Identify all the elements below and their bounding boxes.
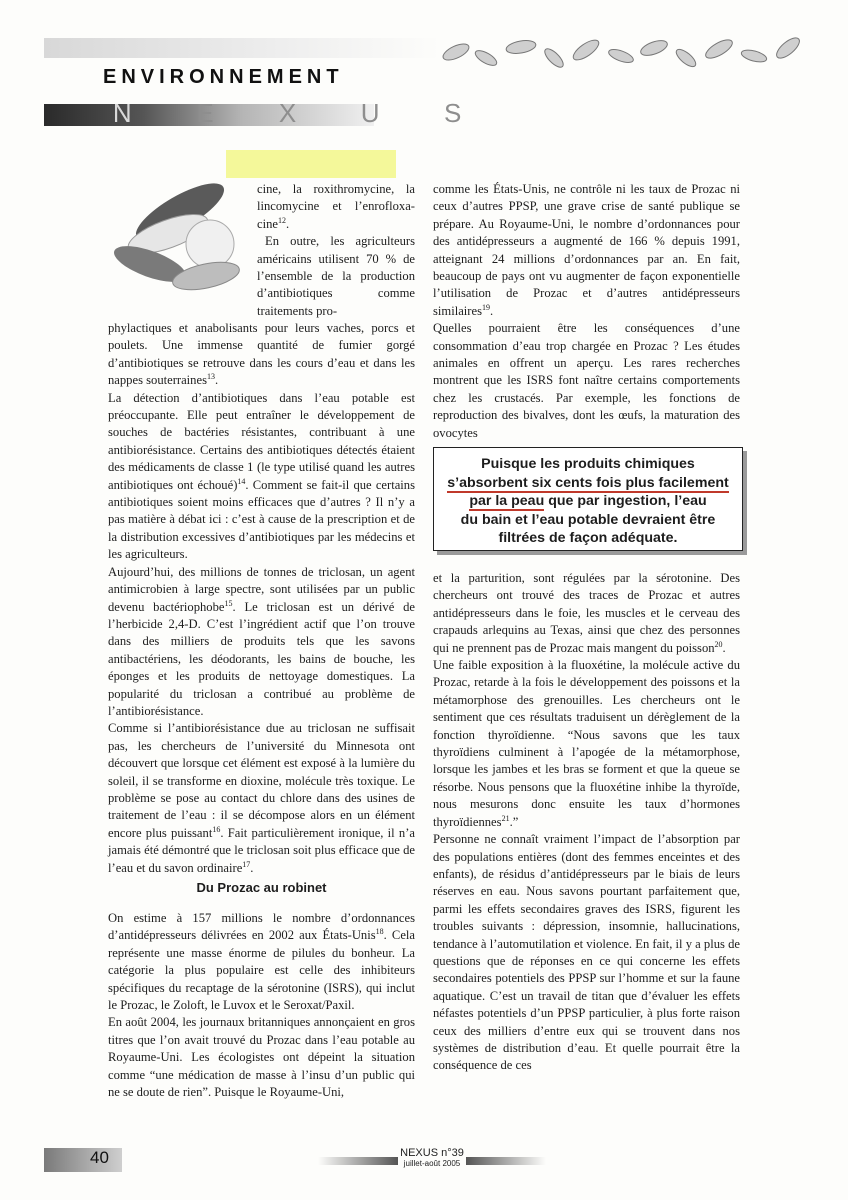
nexus-letters	[44, 98, 494, 130]
highlight-mark	[226, 150, 396, 178]
nexus-letter: X	[278, 98, 297, 128]
pill-decoration-banner	[436, 32, 812, 74]
pills-image	[110, 172, 250, 300]
paragraph: On estime à 157 millions le nombre d’ordonnances d’antidépresseurs délivrées en 2002 aux États-Unis$^{18}$. Cela représente une masse énorme de pilules du bonheur. La catégorie la plus populaire est celle des inhibiteurs spécifiques du recaptage de la sérotonine (ISRS), qui inclut le Prozac, le Zoloft, le Luvox et le Seroxat/Paxil.	[108, 911, 415, 1013]
paragraph: En août 2004, les journaux britanniques annonçaient en gros titres que l’on avait trouvé du Prozac dans l’eau potable au Royaume-Uni. Les écologistes ont dépeint la situation comme “une médication de masse à l’insu d’un public qui ne se doute de rien”. Puisque le Royaume-Uni,	[108, 1015, 415, 1100]
column1-wrap-text	[257, 181, 415, 320]
nexus-letter: U	[360, 98, 380, 128]
paragraph: cine, la roxithromycine, la lincomycine et l’enrofloxa-cine$^{12}$.	[257, 182, 415, 231]
paragraph: Une faible exposition à la fluoxétine, la molécule active du Prozac, retarde à la fois le développement des poissons et la métamorphose des grenouilles. Les chercheurs ont le sentiment que ces résultats traduisent un dérèglement de la fonction thyroïdienne. “Nous savons que les taux thyroïdiens culminent à l’apogée de la métamorphose, lorsque les jambes et les bras se forment et que la queue se résorbe. Nous pensons que la fluoxétine inhibe la thyroïde, nous mesurons donc ensuite les taux d’hormones thyroïdiennes$^{21}$.”	[433, 658, 740, 829]
magazine-footer	[398, 1148, 466, 1169]
pull-quote-line: filtrées de façon adéquate.	[498, 530, 678, 546]
footer-bar-left	[318, 1157, 398, 1165]
paragraph: phylactiques et anabolisants pour leurs vaches, porcs et poulets. Une immense quantité de fumier gorgé d’antibiotiques se retrouve dans les cours d’eau et dans les nappes souterraines$^{13}$.	[108, 321, 415, 388]
underlined-text: s’absorbent six cents fois plus facilement	[447, 474, 729, 491]
footer-bar-right	[466, 1157, 546, 1165]
page-number-bar	[44, 1148, 122, 1172]
section-title: ENVIRONNEMENT	[103, 66, 344, 88]
nexus-letter: S	[444, 98, 462, 128]
header-gray-bar	[44, 38, 440, 58]
pull-quote-line: Puisque les produits chimiques	[481, 456, 695, 472]
nexus-letter: E	[196, 98, 214, 128]
magazine-issue: NEXUS n°39	[400, 1147, 464, 1159]
column2-text-b	[433, 570, 740, 1075]
underlined-text: par la peau	[469, 493, 545, 509]
nexus-letter: N	[112, 98, 132, 128]
paragraph: Quelles pourraient être les conséquences d’une consommation d’eau trop chargée en Prozac ? Les études animales en offrent un aperçu. Les rares recherches montrent que les ISRS font naître certains comportements chez les crustacés. Par exemple, les fonctions de reproduction des bivalves, dont les œufs, la maturation des ovocytes	[433, 321, 740, 440]
page-number: 40	[90, 1148, 109, 1167]
pull-quote-line	[442, 492, 734, 511]
pull-quote-text: que par ingestion, l’eau	[544, 493, 707, 509]
paragraph: Personne ne connaît vraiment l’impact de l’absorption par des populations entières (dont des femmes enceintes et des enfants), de résidus d’antidépresseurs par le biais de leurs réserves en eau. Nous savons pourtant parfaitement que, parmi les effets secondaires graves des ISRS, figurent les troubles suivants : dépression, insomnie, hallucinations, tendance à l’automutilation et violence. En fait, il y a plus de questions que de réponses en ce qui concerne les effets secondaires potentiels des PPSP sur l’homme et sur la faune aquatique. C’est un travail de titan que d’évaluer les effets néfastes potentiels d’un PPSP particulier, à plus forte raison ceux des milliers d’entre eux qui se trouvent dans nos systèmes de distribution d’eau. Et quelle pourrait être la conséquence de ces	[433, 832, 740, 1073]
paragraph: Comme si l’antibiorésistance due au triclosan ne suffisait pas, les chercheurs de l’université du Minnesota ont découvert que lorsque cet élément est exposé à la lumière du soleil, il se transforme en dioxine, molécule très toxique. Le problème se pose au contact du chlore dans des usines de traitement de l’eau : il se décompose alors en un élément encore plus puissant$^{16}$. Fait particulièrement ironique, il n’a jamais été démontré que le triclosan soit plus efficace que de l’eau et du savon ordinaire$^{17}$.	[108, 721, 415, 875]
paragraph: comme les États-Unis, ne contrôle ni les taux de Prozac ni ceux d’autres PPSP, une grave crise de santé publique se prépare. Au Royaume-Uni, le nombre d’ordonnances pour des antidépresseurs a augmenté de 166 % depuis 1991, atteignant 24 millions d’ordonnances par an. En fait, beaucoup de pays ont vu augmenter de façon exponentielle l’utilisation de Prozac et d’autres antidépresseurs similaires$^{19}$.	[433, 182, 740, 318]
section-subheading: Du Prozac au robinet	[196, 880, 327, 895]
pull-quote-box	[433, 447, 743, 551]
pull-quote-line	[442, 474, 734, 493]
column2-text-a	[433, 181, 740, 442]
magazine-date: juillet-août 2005	[403, 1159, 461, 1168]
paragraph: En outre, les agriculteurs américains utilisent 70 % de l’ensemble de la production d’antibiotiques comme traitements pro-	[257, 234, 415, 318]
pull-quote-line: du bain et l’eau potable devraient être	[460, 511, 716, 528]
column1-text-b	[108, 910, 415, 1101]
paragraph: et la parturition, sont régulées par la sérotonine. Des chercheurs ont trouvé des traces de Prozac et autres antidépresseurs dans le foie, les muscles et le cerveau des crapauds arlequins au Texas, ainsi que chez des personnes qui ne prennent pas de Prozac mais mangent du poisson$^{20}$.	[433, 571, 740, 655]
paragraph: La détection d’antibiotiques dans l’eau potable est préoccupante. Elle peut entraîner le développement de souches de bactéries résistantes, contribuant à une antibiorésistance. Certains des antibiotiques détectés étaient des médicaments de classe 1 (le type utilisé quand les autres antibiotiques ont échoué)$^{14}$. Comment se fait-il que certains antibiotiques soient moins efficaces que d’autres ? Il n’y a pas matière à débat ici : c’est à cause de la prescription et de la distribution excessives d’antibiotiques par les médecins et les agriculteurs.	[108, 390, 416, 562]
paragraph: Aujourd’hui, des millions de tonnes de triclosan, un agent antimicrobien à large spectre, sont utilisées par un public devenu bactériophobe$^{15}$. Le triclosan est un dérivé de l’herbicide 2,4-D. C’est l’ingrédient actif que l’on trouve dans des milliers de produits tels que les savons antibactériens, les déodorants, les bains de bouche, les éponges et les produits de nettoyage domestiques. La popularité du triclosan a contribué au problème de l’antibiorésistance.	[108, 564, 415, 718]
column1-text	[108, 320, 415, 877]
